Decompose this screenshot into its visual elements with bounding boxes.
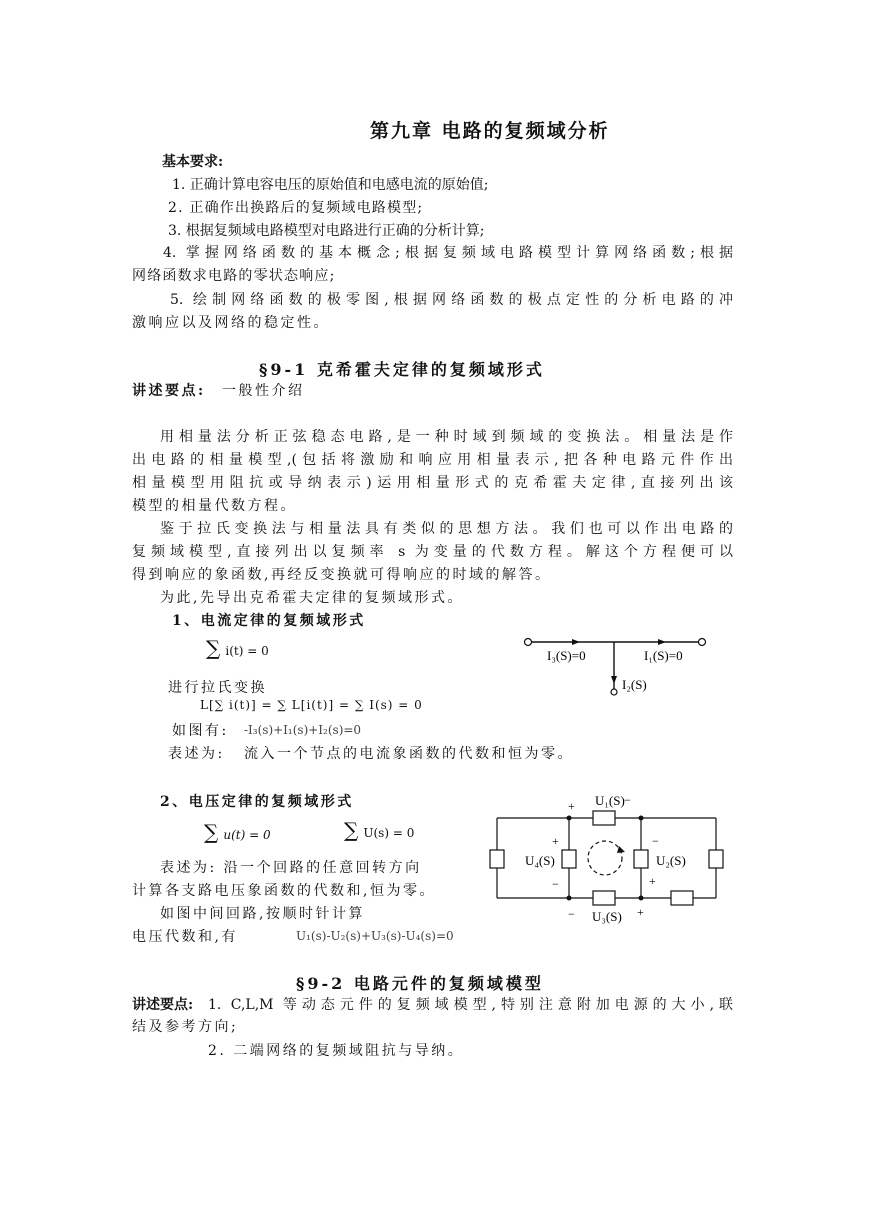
resistor-bottom-right: [671, 891, 693, 905]
kcl-figure-label: 如图有:: [172, 723, 229, 739]
chapter-title: 第九章 电路的复频域分析: [370, 120, 610, 142]
section-1-key-points-text: 一般性介绍: [222, 383, 305, 399]
section-9-2-title: §9-2 电路元件的复频域模型: [296, 974, 544, 993]
kvl-example-line-2: 电压代数和,有: [132, 929, 238, 945]
label-i1: I₁(S)=0: [644, 648, 683, 663]
resistor-right: [709, 850, 723, 868]
section-9-1-title: §9-1 克希霍夫定律的复频域形式: [259, 360, 545, 379]
kcl-node-diagram: [520, 632, 710, 702]
kcl-statement-label: 表述为:: [168, 746, 225, 762]
sigma-symbol: ∑: [206, 636, 221, 660]
requirement-5-line-1: 5. 绘制网络函数的极零图,根据网络函数的极点定性的分析电路的冲: [170, 292, 733, 308]
kvl-equation-1: ∑ u(t) = 0: [204, 820, 271, 844]
kcl-equation-1: ∑ i(t) = 0: [206, 636, 269, 660]
paragraph-3: 为此,先导出克希霍夫定律的复频域形式。: [160, 590, 464, 606]
terminal-left: [525, 639, 532, 646]
paragraph-1-line-3: 相量模型用阻抗或导纳表示)运用相量形式的克希霍夫定律,直接列出该: [132, 475, 733, 491]
section-2-key-points-label: 讲述要点:: [132, 997, 194, 1013]
kcl-heading: 1、电流定律的复频域形式: [172, 613, 366, 629]
clockwise-loop-icon: [588, 841, 622, 875]
requirement-3: 3. 根据复频域电路模型对电路进行正确的分析计算;: [168, 223, 485, 239]
resistor-u3: [593, 891, 615, 905]
terminal-bottom: [611, 689, 617, 695]
basic-requirements-label: 基本要求:: [162, 154, 224, 170]
u3-plus: +: [637, 905, 644, 919]
u1-minus: −: [624, 793, 631, 807]
u4-plus: +: [552, 834, 559, 848]
requirement-1: 1. 正确计算电容电压的原始值和电感电流的原始值;: [172, 177, 489, 193]
u2-minus: −: [652, 834, 659, 848]
resistor-u4: [562, 850, 576, 868]
paragraph-2-line-3: 得到响应的象函数,再经反变换就可得响应的时域的解答。: [132, 567, 552, 583]
section-1-key-points-label: 讲述要点:: [132, 383, 206, 399]
kcl-equation-2: L[∑ i(t)] = ∑ L[i(t)] = ∑ I(s) = 0: [200, 698, 423, 712]
section-2-item-1-line-2: 结及参考方向;: [132, 1019, 239, 1035]
requirement-4-line-1: 4. 掌握网络函数的基本概念;根据复频域电路模型计算网络函数;根据: [163, 245, 733, 261]
label-u1: U₁(S): [595, 793, 625, 808]
requirement-4-line-2: 网络函数求电路的零状态响应;: [132, 268, 336, 284]
u4-minus: −: [552, 877, 559, 891]
kvl-equation-2: ∑ U(s) = 0: [344, 818, 415, 842]
section-2-item-1-line-1: 1. C,L,M 等动态元件的复频域模型,特别注意附加电源的大小,联: [208, 997, 733, 1013]
paragraph-1-line-2: 出电路的相量模型,(包括将激励和响应用相量表示,把各种电路元件作出: [132, 452, 733, 468]
kcl-statement: 流入一个节点的电流象函数的代数和恒为零。: [244, 746, 574, 762]
arrow-right-icon: [658, 639, 666, 645]
kvl-example-equation: U₁(s)-U₂(s)+U₃(s)-U₄(s)=0: [296, 929, 454, 943]
requirement-5-line-2: 激响应以及网络的稳定性。: [132, 315, 330, 331]
label-i3: I₃(S)=0: [547, 648, 586, 663]
arrow-down-icon: [611, 676, 617, 684]
paragraph-2-line-2: 复频域模型,直接列出以复频率 s 为变量的代数方程。解这个方程便可以: [132, 544, 733, 560]
u2-plus: +: [649, 874, 656, 888]
section-2-item-2: 2. 二端网络的复频域阻抗与导纳。: [208, 1043, 465, 1059]
kvl-heading: 2、电压定律的复频域形式: [160, 794, 354, 810]
resistor-u2: [634, 850, 648, 868]
terminal-right: [699, 639, 706, 646]
label-i2: I₂(S): [622, 677, 647, 692]
arrow-right-icon: [572, 639, 580, 645]
paragraph-1-line-4: 模型的相量代数方程。: [132, 498, 297, 514]
u3-minus: −: [568, 907, 575, 921]
kvl-statement-line-2: 计算各支路电压象函数的代数和,恒为零。: [132, 883, 436, 899]
kcl-figure-equation: -I₃(s)+I₁(s)+I₂(s)=0: [244, 723, 362, 737]
label-u2: U₂(S): [656, 853, 686, 868]
laplace-transform-label: 进行拉氏变换: [168, 680, 267, 696]
u1-plus: +: [568, 799, 575, 813]
label-u4: U₄(S): [525, 853, 555, 868]
kvl-example-line-1: 如图中间回路,按顺时针计算: [160, 906, 365, 922]
sigma-symbol: ∑: [344, 818, 359, 842]
paragraph-1-line-1: 用相量法分析正弦稳态电路,是一种时域到频域的变换法。相量法是作: [160, 429, 733, 445]
resistor-left: [490, 850, 504, 868]
sigma-symbol: ∑: [204, 820, 219, 844]
label-u3: U₃(S): [592, 909, 622, 924]
kvl-circuit-diagram: [484, 788, 729, 926]
requirement-2: 2. 正确作出换路后的复频域电路模型;: [168, 200, 424, 216]
resistor-u1: [593, 811, 615, 825]
kvl-statement-line-1: 表述为: 沿一个回路的任意回转方向: [160, 860, 422, 876]
paragraph-2-line-1: 鉴于拉氏变换法与相量法具有类似的思想方法。我们也可以作出电路的: [160, 521, 733, 537]
